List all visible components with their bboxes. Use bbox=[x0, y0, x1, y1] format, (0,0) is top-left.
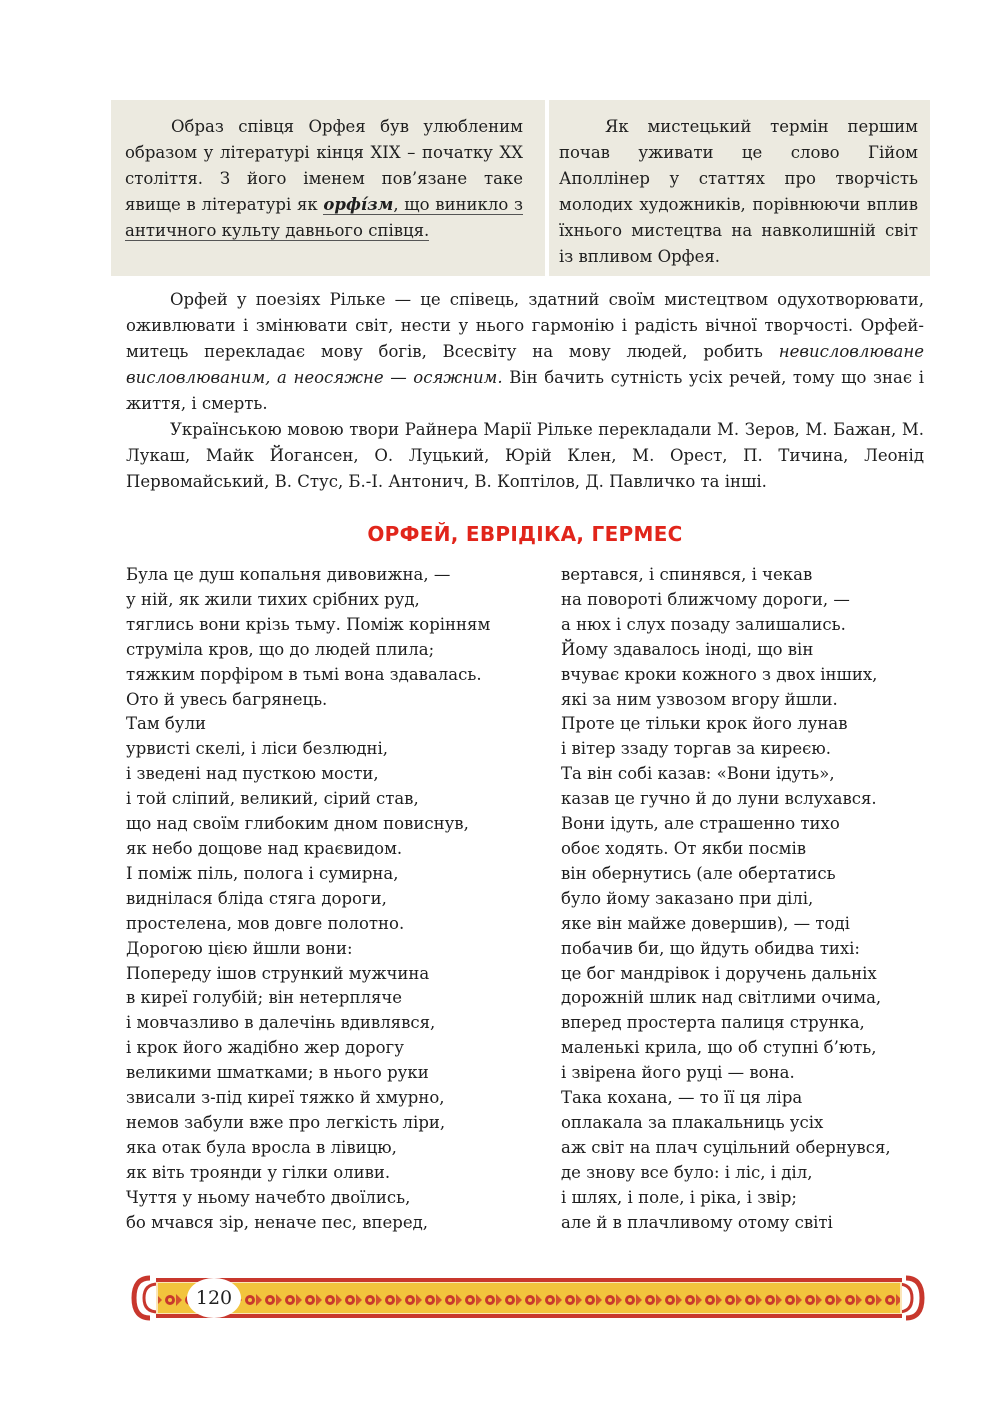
poem-column-left bbox=[126, 563, 546, 1235]
orphism-term: орфíзм bbox=[323, 195, 394, 214]
poem-line: і звірена його руці — вона. bbox=[561, 1063, 795, 1083]
poem-line: він обернутись (але обертатись bbox=[561, 863, 836, 883]
prose-paragraph-2: Українською мовою твори Райнера Марії Рільке перекладали М. Зеров, М. Бажан, М. Лукаш, Майк Йогансен, О. Луцький, Юрій Клен, М. Орест, П. Тичина, Леонід Первомайський, В. Стус, Б.-І. Антонич, В. Коптілов, Д. Павличко та інші. bbox=[126, 420, 924, 491]
poem-line: струміла кров, що до людей плила; bbox=[126, 639, 435, 659]
poem-line: яке він майже довершив), — тоді bbox=[561, 913, 850, 933]
page-number: 120 bbox=[187, 1278, 241, 1318]
poem-title: ОРФЕЙ, ЕВРІДІКА, ГЕРМЕС bbox=[367, 522, 683, 546]
poem-line: де знову все було: і ліс, і діл, bbox=[561, 1162, 813, 1182]
orphism-box bbox=[111, 100, 545, 276]
poem-line: Чуття у ньому начебто двоїлись, bbox=[126, 1187, 411, 1207]
poem-line: що над своїм глибоким дном повиснув, bbox=[126, 814, 469, 834]
poem-column-right bbox=[561, 563, 931, 1235]
poem-line: Проте це тільки крок його лунав bbox=[561, 714, 848, 734]
poem-line: і шлях, і поле, і ріка, і звір; bbox=[561, 1187, 797, 1207]
poem-line: Та він собі казав: «Вони ідуть», bbox=[561, 764, 835, 784]
poem-line: тяжким порфіром в тьмі вона здавалась. bbox=[126, 664, 482, 684]
prose-paragraph-1 bbox=[126, 287, 924, 417]
poem-line: Попереду ішов стрункий мужчина bbox=[126, 963, 430, 983]
poem-line: які за ним узвозом вгору йшли. bbox=[561, 689, 838, 709]
poem-line: дорожній шлик над світлими очима, bbox=[561, 988, 882, 1008]
orphism-paragraph bbox=[125, 114, 523, 244]
apollinaire-text: Як мистецький термін першим почав уживати це слово Гійом Аполлінер у статтях про творчість молодих художників, порівнюючи вплив їхнього мистецтва на навколишній світ із впливом Орфея. bbox=[559, 117, 918, 266]
poem-line: і зведені над пусткою мости, bbox=[126, 764, 379, 784]
poem-line: вперед простерта палиця струнка, bbox=[561, 1013, 865, 1033]
poem-line: у ній, як жили тихих срібних руд, bbox=[126, 589, 420, 609]
poem-line: Дорогою цією йшли вони: bbox=[126, 938, 353, 958]
poem-line: виднілася бліда стяга дороги, bbox=[126, 888, 387, 908]
poem-line: побачив би, що йдуть обидва тихі: bbox=[561, 938, 860, 958]
poem-line: вертався, і спинявся, і чекав bbox=[561, 565, 813, 584]
poem-line: оплакала за плакальниць усіх bbox=[561, 1112, 824, 1132]
prose-p1-start: Орфей у поезіях Рільке — це співець, здатний своїм мистецтвом одухотворювати, оживлювати і змінювати світ, нести у нього гармонію і радість вічної творчості. Орфей-митець перекладає мову богів, Всесвіту на мову людей, робить bbox=[126, 290, 924, 361]
poem-line: і крок його жадібно жер дорогу bbox=[126, 1038, 404, 1058]
poem-line: Там були bbox=[126, 714, 207, 734]
poem-line: як віть троянди у гілки оливи. bbox=[126, 1162, 391, 1182]
poem-line: як небо дощове над краєвидом. bbox=[126, 838, 403, 858]
intro-prose bbox=[126, 287, 924, 495]
poem-line: бо мчався зір, неначе пес, вперед, bbox=[126, 1212, 428, 1232]
poem-line: немов забули вже про легкість ліри, bbox=[126, 1112, 446, 1132]
apollinaire-box bbox=[549, 100, 930, 276]
info-boxes bbox=[111, 100, 930, 276]
poem-line: і мовчазливо в далечінь вдивлявся, bbox=[126, 1013, 436, 1033]
prose-p1-italic: невисловлюване висловлюваним, а неосяжне — осяжним. bbox=[126, 342, 924, 387]
poem-line: звисали з-під киреї тяжко й хмурно, bbox=[126, 1088, 445, 1108]
poem-line: і вітер ззаду торгав за киреєю. bbox=[561, 739, 831, 759]
poem-line: але й в плачливому отому світі bbox=[561, 1212, 833, 1232]
poem-line: Вони ідуть, але страшенно тихо bbox=[561, 814, 840, 834]
poem-line: казав це гучно й до луни вслухався. bbox=[561, 789, 877, 809]
poem-line: Йому здавалось іноді, що він bbox=[561, 639, 814, 659]
poem-line: простелена, мов довге полотно. bbox=[126, 913, 405, 933]
poem-line: яка отак була вросла в лівицю, bbox=[126, 1137, 397, 1157]
poem-line: маленькі крила, що об ступні б’ють, bbox=[561, 1038, 877, 1058]
poem-line: Ото й увесь багрянець. bbox=[126, 689, 328, 709]
orphism-text-end: , що виникло з античного культу давнього співця. bbox=[125, 195, 523, 240]
poem-line: обоє ходять. От якби посмів bbox=[561, 838, 807, 858]
poem-line: урвисті скелі, і ліси безлюдні, bbox=[126, 739, 389, 759]
poem-line: вчуває кроки кожного з двох інших, bbox=[561, 664, 878, 684]
poem-line: великими шматками; в нього руки bbox=[126, 1063, 429, 1083]
prose-p1-end: Він бачить сутність усіх речей, тому що знає і життя, і смерть. bbox=[126, 368, 924, 413]
orphism-text-start: Образ співця Орфея був улюбленим образом у літературі кінця XIX – початку XX століття. З його іменем пов’язане таке явище в літературі як bbox=[125, 117, 523, 214]
poem-line: І поміж піль, полога і сумирна, bbox=[126, 863, 399, 883]
poem-line: тяглись вони крізь тьму. Поміж корінням bbox=[126, 614, 491, 634]
poem-line: Така кохана, — то її ця ліра bbox=[561, 1088, 803, 1108]
poem-line: було йому заказано при ділі, bbox=[561, 888, 814, 908]
poem-line: в киреї голубій; він нетерпляче bbox=[126, 988, 403, 1008]
poem-line: на повороті ближчому дороги, — bbox=[561, 589, 850, 609]
poem-line: а нюх і слух позаду залишались. bbox=[561, 614, 846, 634]
poem-line: аж світ на плач суцільний обернувся, bbox=[561, 1137, 891, 1157]
folk-ornament-border-icon bbox=[124, 1270, 932, 1326]
poem-line: Була це душ копальня дивовижна, — bbox=[126, 565, 451, 584]
poem-line: це бог мандрівок і доручень дальніх bbox=[561, 963, 877, 983]
poem-line: і той сліпий, великий, сірий став, bbox=[126, 789, 419, 809]
